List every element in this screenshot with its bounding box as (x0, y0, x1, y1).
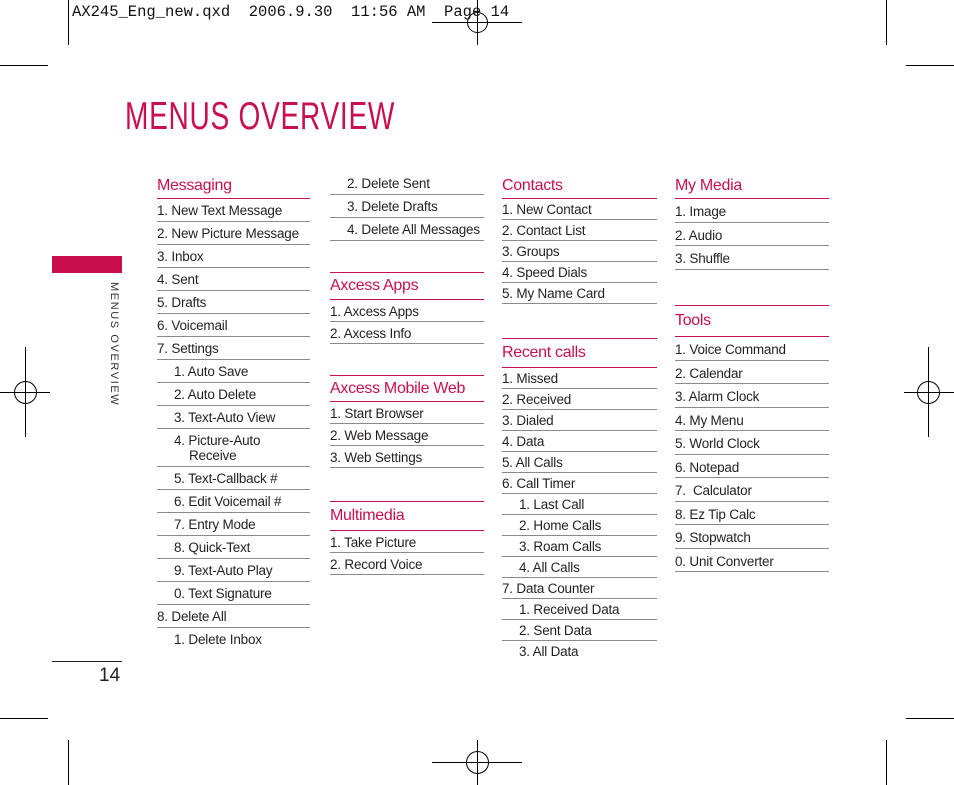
menu-section-axcess-apps (330, 272, 484, 344)
menu-item: 4. Speed Dials (502, 262, 657, 283)
menu-item: 2. New Picture Message (157, 222, 310, 245)
menu-item: 5. My Name Card (502, 283, 657, 304)
menu-item: 1. Take Picture (330, 531, 484, 553)
submenu-item: 8. Quick-Text (157, 536, 310, 559)
submenu-item: 3. All Data (519, 644, 579, 659)
section-tab-label: MENUS OVERVIEW (108, 282, 120, 407)
menu-item: 1. Voice Command (675, 337, 829, 361)
menu-item: 2. Record Voice (330, 553, 484, 575)
menu-item: 4. My Menu (675, 408, 829, 432)
menu-list (330, 531, 484, 575)
menu-section-messaging (157, 175, 310, 650)
section-heading: Multimedia (330, 501, 484, 531)
menu-item: 6. Notepad (675, 455, 829, 479)
submenu-item: 7. Entry Mode (157, 513, 310, 536)
menu-item: 4. Sent (157, 268, 310, 291)
menu-item: 4. Data (502, 431, 657, 452)
menu-item: 2. Audio (675, 223, 829, 247)
menu-item: 5. All Calls (502, 452, 657, 473)
menu-section-contacts (502, 175, 657, 304)
menu-list (675, 199, 829, 270)
menu-item: 1. New Contact (502, 199, 657, 220)
menu-item: 3. Dialed (502, 410, 657, 431)
submenu-item: 9. Text-Auto Play (157, 559, 310, 582)
registration-mark-right (904, 347, 954, 437)
section-heading: Tools (675, 305, 829, 337)
section-heading: Messaging (157, 175, 310, 199)
menu-list (330, 402, 484, 468)
print-slug-line: AX245_Eng_new.qxd 2006.9.30 11:56 AM Page 14 (72, 3, 510, 21)
menu-item: 1. Image (675, 199, 829, 223)
menu-section-tools (675, 305, 829, 572)
menu-item: 6. Call Timer (502, 473, 657, 494)
menu-item: 2. Contact List (502, 220, 657, 241)
menu-list (502, 368, 657, 661)
submenu-item: 4. Delete All Messages (330, 218, 484, 241)
menu-item: 1. Missed (502, 368, 657, 389)
menu-item: 3. Groups (502, 241, 657, 262)
registration-mark-bottom (432, 740, 522, 785)
menu-item: 2. Received (502, 389, 657, 410)
menu-item: 5. Drafts (157, 291, 310, 314)
menu-item: 8. Ez Tip Calc (675, 502, 829, 526)
submenu-item: 3. Delete Drafts (330, 195, 484, 218)
submenu-item: 5. Text-Callback # (157, 467, 310, 490)
submenu-item: 2. Auto Delete (157, 383, 310, 406)
menu-section-multimedia (330, 501, 484, 575)
section-heading: Axcess Apps (330, 272, 484, 300)
menu-section-messaging-continued (330, 172, 484, 241)
submenu-item: 1. Received Data (502, 599, 657, 620)
menu-item: 9. Stopwatch (675, 525, 829, 549)
menu-item: 2. Web Message (330, 424, 484, 446)
submenu-item: 1. Auto Save (157, 360, 310, 383)
submenu-item: 0. Text Signature (157, 582, 310, 605)
section-heading: Recent calls (502, 338, 657, 368)
menu-section-my-media (675, 175, 829, 270)
submenu-item: 6. Edit Voicemail # (157, 490, 310, 513)
page-number: 14 (99, 665, 121, 686)
menu-item: 7. Calculator (675, 478, 829, 502)
submenu-item: 4. All Calls (502, 557, 657, 578)
menu-list (675, 337, 829, 572)
menu-item: 8. Delete All (157, 605, 310, 628)
registration-mark-left (0, 347, 50, 437)
menu-item: 7. Settings (157, 337, 310, 360)
page-number-rule (52, 661, 122, 662)
submenu-item: 2. Sent Data (502, 620, 657, 641)
submenu-item: 3. Text-Auto View (157, 406, 310, 429)
menu-item: 1. New Text Message (157, 199, 310, 222)
section-tab-bar (52, 256, 122, 273)
menu-item: 2. Calendar (675, 361, 829, 385)
menu-section-axcess-mobile-web (330, 375, 484, 468)
section-heading: Contacts (502, 175, 657, 199)
menu-section-recent-calls (502, 338, 657, 661)
menu-item: 3. Inbox (157, 245, 310, 268)
menu-item: 1. Axcess Apps (330, 300, 484, 322)
submenu-item: 2. Delete Sent (330, 172, 484, 195)
menu-item: 3. Shuffle (675, 246, 829, 270)
menu-list (502, 199, 657, 304)
menu-item: 5. World Clock (675, 431, 829, 455)
menu-list (330, 300, 484, 344)
submenu-item: 4. Picture-Auto Receive (157, 429, 310, 467)
submenu-item: 1. Last Call (502, 494, 657, 515)
menu-item: 1. Start Browser (330, 402, 484, 424)
menu-list (330, 172, 484, 241)
menu-item: 0. Unit Converter (675, 549, 829, 573)
section-heading: My Media (675, 175, 829, 199)
menu-item: 2. Axcess Info (330, 322, 484, 344)
menu-item: 3. Web Settings (330, 446, 484, 468)
menu-item: 3. Alarm Clock (675, 384, 829, 408)
menu-item: 7. Data Counter (502, 578, 657, 599)
section-heading: Axcess Mobile Web (330, 375, 484, 402)
menu-list (157, 199, 310, 650)
page-title: MENUS OVERVIEW (125, 95, 396, 138)
menu-item: 6. Voicemail (157, 314, 310, 337)
submenu-item: 2. Home Calls (502, 515, 657, 536)
submenu-item: 3. Roam Calls (502, 536, 657, 557)
submenu-item: 1. Delete Inbox (174, 632, 262, 647)
